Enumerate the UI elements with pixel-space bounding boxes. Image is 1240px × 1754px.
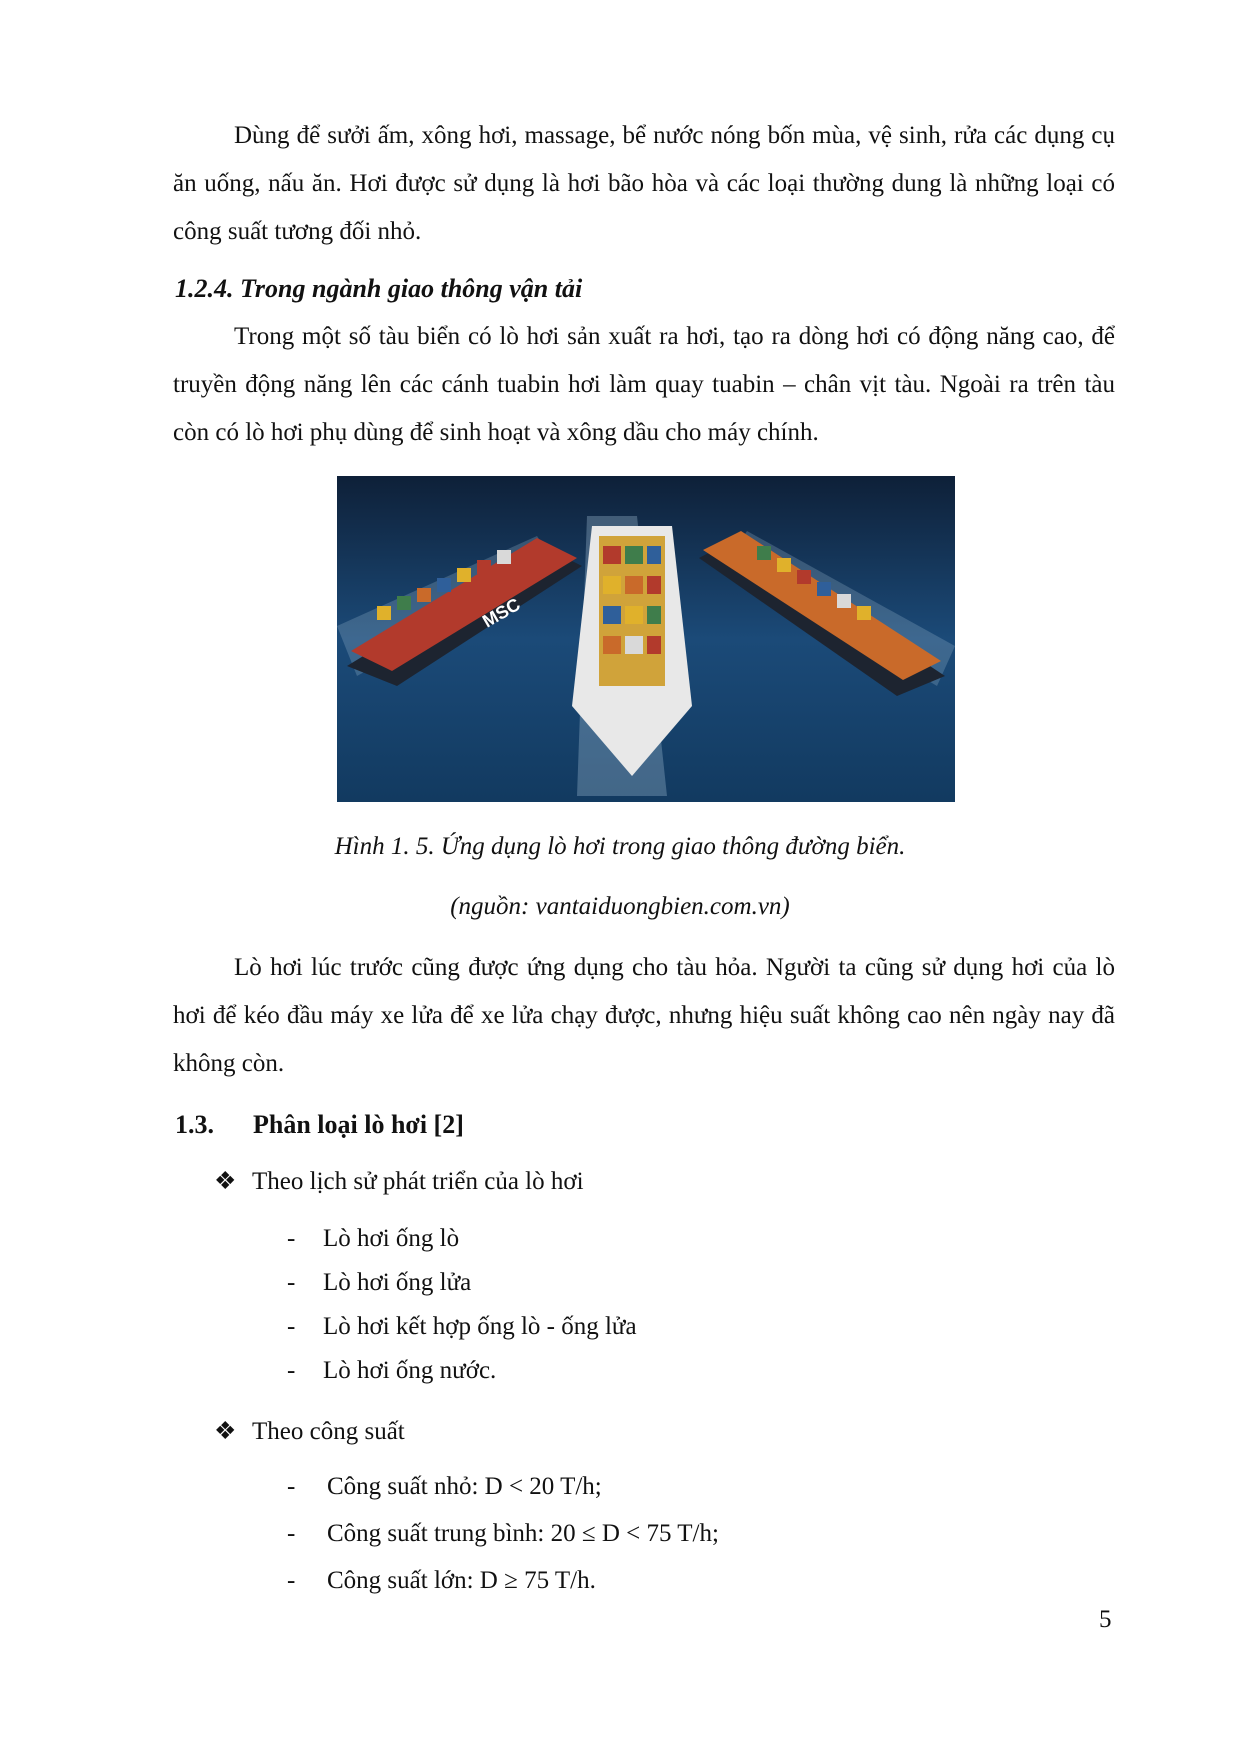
list-item: - Công suất nhỏ: D < 20 T/h;	[287, 1473, 602, 1500]
section-number: 1.3.	[175, 1110, 214, 1139]
section-title: Phân loại lò hơi [2]	[253, 1110, 464, 1139]
classification-group-history	[214, 1166, 584, 1196]
intro-paragraph: Dùng để sưởi ấm, xông hơi, massage, bể nước nóng bốn mùa, vệ sinh, rửa các dụng cụ ăn uống, nấu ăn. Hơi được sử dụng là hơi bão hòa và các loại thường dung là những loại có công suất tương đối nhỏ.	[173, 122, 1115, 245]
list-item: - Lò hơi ống lò	[287, 1225, 460, 1252]
classification-group-capacity	[214, 1416, 405, 1446]
list-item: - Công suất lớn: D ≥ 75 T/h.	[287, 1567, 596, 1594]
transport-paragraph: Trong một số tàu biển có lò hơi sản xuất ra hơi, tạo ra dòng hơi có động năng cao, để truyền động năng lên các cánh tuabin hơi làm quay tuabin – chân vịt tàu. Ngoài ra trên tàu còn có lò hơi phụ dùng để sinh hoạt và xông dầu cho máy chính.	[173, 323, 1115, 446]
diamond-bullet-icon: ❖	[214, 1418, 237, 1445]
group-title: Theo lịch sử phát triển của lò hơi	[252, 1168, 584, 1195]
list-item: - Lò hơi ống nước.	[287, 1357, 497, 1384]
section-heading-1-2-4: 1.2.4. Trong ngành giao thông vận tải	[175, 274, 583, 303]
list-item: - Lò hơi ống lửa	[287, 1269, 472, 1296]
container-ships-image	[337, 476, 955, 802]
page-number: 5	[1099, 1606, 1112, 1633]
ship-hull-lettering: MSC	[479, 594, 524, 632]
figure-source: (nguồn: vantaiduongbien.com.vn)	[450, 893, 790, 920]
list-item: - Công suất trung bình: 20 ≤ D < 75 T/h;	[287, 1520, 719, 1547]
figure-caption: Hình 1. 5. Ứng dụng lò hơi trong giao thông đường biển.	[334, 833, 906, 860]
group-title: Theo công suất	[252, 1418, 405, 1445]
list-item: - Lò hơi kết hợp ống lò - ống lửa	[287, 1313, 637, 1340]
train-paragraph: Lò hơi lúc trước cũng được ứng dụng cho tàu hỏa. Người ta cũng sử dụng hơi của lò hơi để kéo đầu máy xe lửa để xe lửa chạy được, nhưng hiệu suất không cao nên ngày nay đã không còn.	[173, 954, 1115, 1077]
section-heading-1-3	[175, 1110, 464, 1140]
diamond-bullet-icon: ❖	[214, 1168, 237, 1195]
